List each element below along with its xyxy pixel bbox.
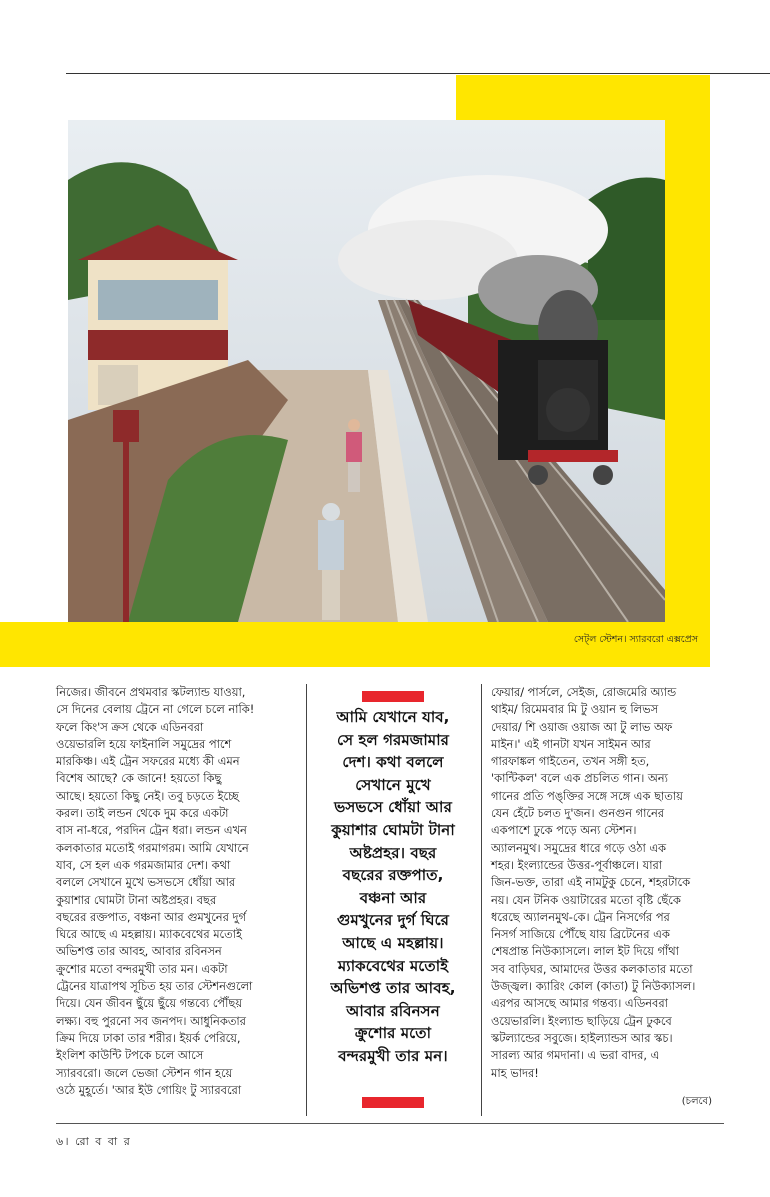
pull-quote-text: আমি যেখানে যাব, সে হল গরমজামার দেশ। কথা বললে সেখানে মুখে ভসভসে ধোঁয়া আর কুয়াশার ঘোমটা টানা অষ্টপ্রহর। বছর বছরের রক্তপাত, বঞ্চনা আর গুমখুনের দুর্গ ঘিরে আছে এ মহল্লায়। ম্যাকবেথের মতোই অভিশপ্ত তার আবহ, আবার রবিনসন ক্রুশোর মতো বন্দরমুখী তার মন।: [330, 708, 456, 1065]
photo-illustration: [68, 120, 665, 622]
column-divider-right: [481, 684, 482, 1116]
article-column-left: [56, 684, 300, 1099]
column-divider-left: [306, 684, 307, 1116]
continued-marker: (চলবে): [681, 1096, 712, 1107]
article-text-left: নিজের। জীবনে প্রথমবার স্কটল্যান্ড যাওয়া, সে দিনের বেলায় ট্রেনে না গেলে চলে নাকি! ফলে কিং'স ক্রস থেকে এডিনবরা ওয়েভারলি হয়ে ফাইনালি সমুদ্রের পাশে মারকিঞ্চ। এই ট্রেন সফরের মধ্যে কী এমন বিশেষ আছে? কে জানে! হয়তো কিছু আছে। হয়তো কিছু নেই। তবু চড়তে ইচ্ছে করল। তাই লন্ডন থেকে দুম করে একটা বাস না-ধরে, পরদিন ট্রেন ধরা। লন্ডন এখন কলকাতার মতোই গরমাগরম। আমি যেখানে যাব, সে হল এক গরমজামার দেশ। কথা বললে সেখানে মুখে ভসভসে ধোঁয়া আর কুয়াশার ঘোমটা টানা অষ্টপ্রহর। বছর বছরের রক্তপাত, বঞ্চনা আর গুমখুনের দুর্গ ঘিরে আছে এ মহল্লায়। ম্যাকবেথের মতোই অভিশপ্ত তার আবহ, আবার রবিনসন ক্রুশোর মতো বন্দরমুখী তার মন। একটা ট্রেনের যাত্রাপথ সূচিত হয় তার স্টেশনগুলো দিয়ে। যেন জীবন ছুঁয়ে ছুঁয়ে গন্তব্যে পৌঁছয় লক্ষ্য। বহু পুরনো সব জনপদ। আধুনিকতার ক্রিম দিয়ে ঢাকা তার শরীর। ইয়র্ক পেরিয়ে, ইংলিশ কাউন্টি টপকে চলে আসে স্যারবরো। জলে ভেজা স্টেশন গান হয়ে ওঠে মুহূর্তে। 'আর ইউ গোয়িং টু স্যারবরো: [56, 685, 255, 1097]
article-column-right: [491, 684, 723, 1082]
steam-train-photo: [68, 120, 665, 622]
pull-quote: [318, 706, 468, 1068]
top-rule: [66, 73, 770, 74]
pull-quote-bottom-bar: [362, 1097, 424, 1108]
page-folio: ৬। রো ব বা র: [56, 1135, 132, 1148]
article-text-right: ফেয়ার/ পার্সলে, সেইজ, রোজমেরি অ্যান্ড থাইম/ রিমেমবার মি টু ওয়ান হু লিভস দেয়ার/ শি ওয়াজ ওয়াজ আ টু লাভ অফ মাইন।' এই গানটা যখন সাইমন আর গারফাঙ্কল গাইতেন, তখন সঙ্গী হত, 'কান্টিকল' বলে এক প্রচলিত গান। অন্য গানের প্রতি পঙ্‌ক্তির সঙ্গে সঙ্গে এক ছাতায় যেন হেঁটে চলত দু'জন। গুনগুন গানের একপাশে ঢুকে পড়ে অন্য স্টেশন। অ্যালনমুথ। সমুদ্রের ধারে গড়ে ওঠা এক শহর। ইংল্যান্ডের উত্তর-পূর্বাঞ্চলে। যারা জিন-ভক্ত, তারা এই নামটুকু চেনে, শহরটাকে নয়। যেন টনিক ওয়াটারের মতো বৃষ্টি ছেঁকে ধরেছে অ্যালনমুথ-কে। ট্রেন নিসর্গের পর নিসর্গ সাজিয়ে পৌঁছে যায় ব্রিটেনের এক শেষপ্রান্ত নিউক্যাসলে। লাল ইট দিয়ে গাঁথা সব বাড়িঘর, আমাদের উত্তর কলকাতার মতো উজ্জ্বল। ক্যারিং কোল (কাতা) টু নিউক্যাসল। এরপর আসছে আমার গন্তব্য। এডিনবরা ওয়েভারলি। ইংল্যান্ড ছাড়িয়ে ট্রেন ঢুকবে স্কটল্যান্ডের সবুজে। হাইল্যান্ডস আর স্কচ। সারল্য আর গমদানা। এ ভরা বাদর, এ মাহ ভাদর!: [491, 685, 696, 1080]
bottom-rule: [56, 1123, 724, 1124]
pull-quote-top-bar: [362, 691, 424, 702]
photo-caption: সেট্‌ল স্টেশন। স্যারবরো এক্সপ্রেস: [573, 634, 698, 645]
